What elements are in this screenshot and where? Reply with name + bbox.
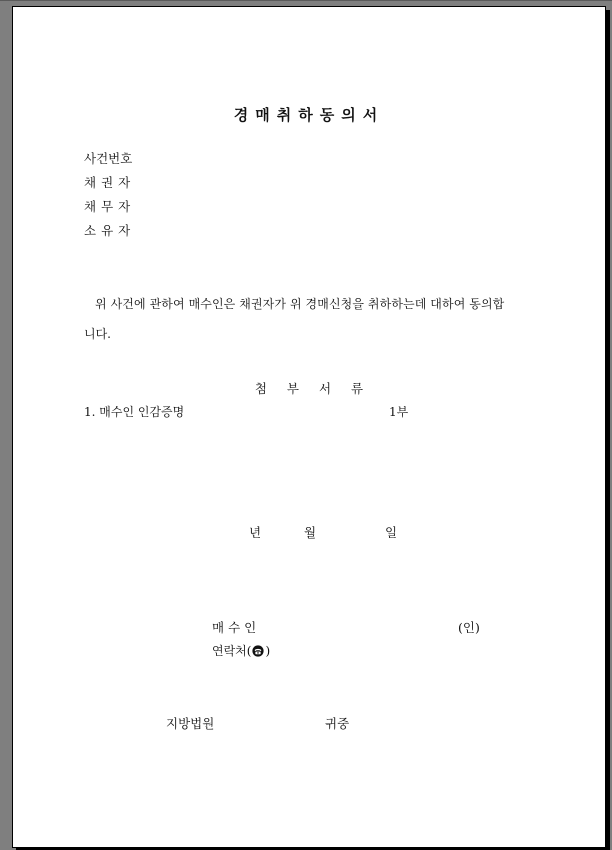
owner-label: 소유자 bbox=[84, 223, 136, 238]
court-label: 지방법원 bbox=[166, 716, 215, 731]
attachments-heading: 첨 부 서 류 bbox=[254, 381, 364, 396]
body-text-line-2: 니다. bbox=[84, 327, 111, 341]
seal-mark: (인) bbox=[458, 620, 480, 635]
creditor-label: 채권자 bbox=[84, 175, 136, 190]
debtor-label: 채무자 bbox=[84, 199, 136, 214]
document-title: 경매취하동의서 bbox=[233, 106, 385, 124]
date-month-label: 월 bbox=[304, 525, 317, 540]
date-day-label: 일 bbox=[385, 525, 398, 540]
attachment-item-label: 1. 매수인 인감증명 bbox=[84, 405, 185, 419]
buyer-label: 매수인 bbox=[212, 620, 261, 635]
date-year-label: 년 bbox=[249, 525, 262, 540]
page-shadow-right bbox=[606, 10, 610, 850]
honorific-label: 귀중 bbox=[325, 716, 350, 731]
contact-close: ) bbox=[265, 643, 271, 658]
phone-icon bbox=[252, 645, 264, 657]
contact-line bbox=[212, 642, 270, 659]
case-number-label: 사건번호 bbox=[84, 151, 133, 166]
attachment-item-quantity: 1부 bbox=[389, 405, 409, 419]
contact-label: 연락처( bbox=[212, 644, 252, 658]
body-text-line-1: 위 사건에 관하여 매수인은 채권자가 위 경매신청을 취하하는데 대하여 동의합 bbox=[95, 297, 505, 311]
document-page bbox=[12, 6, 606, 848]
